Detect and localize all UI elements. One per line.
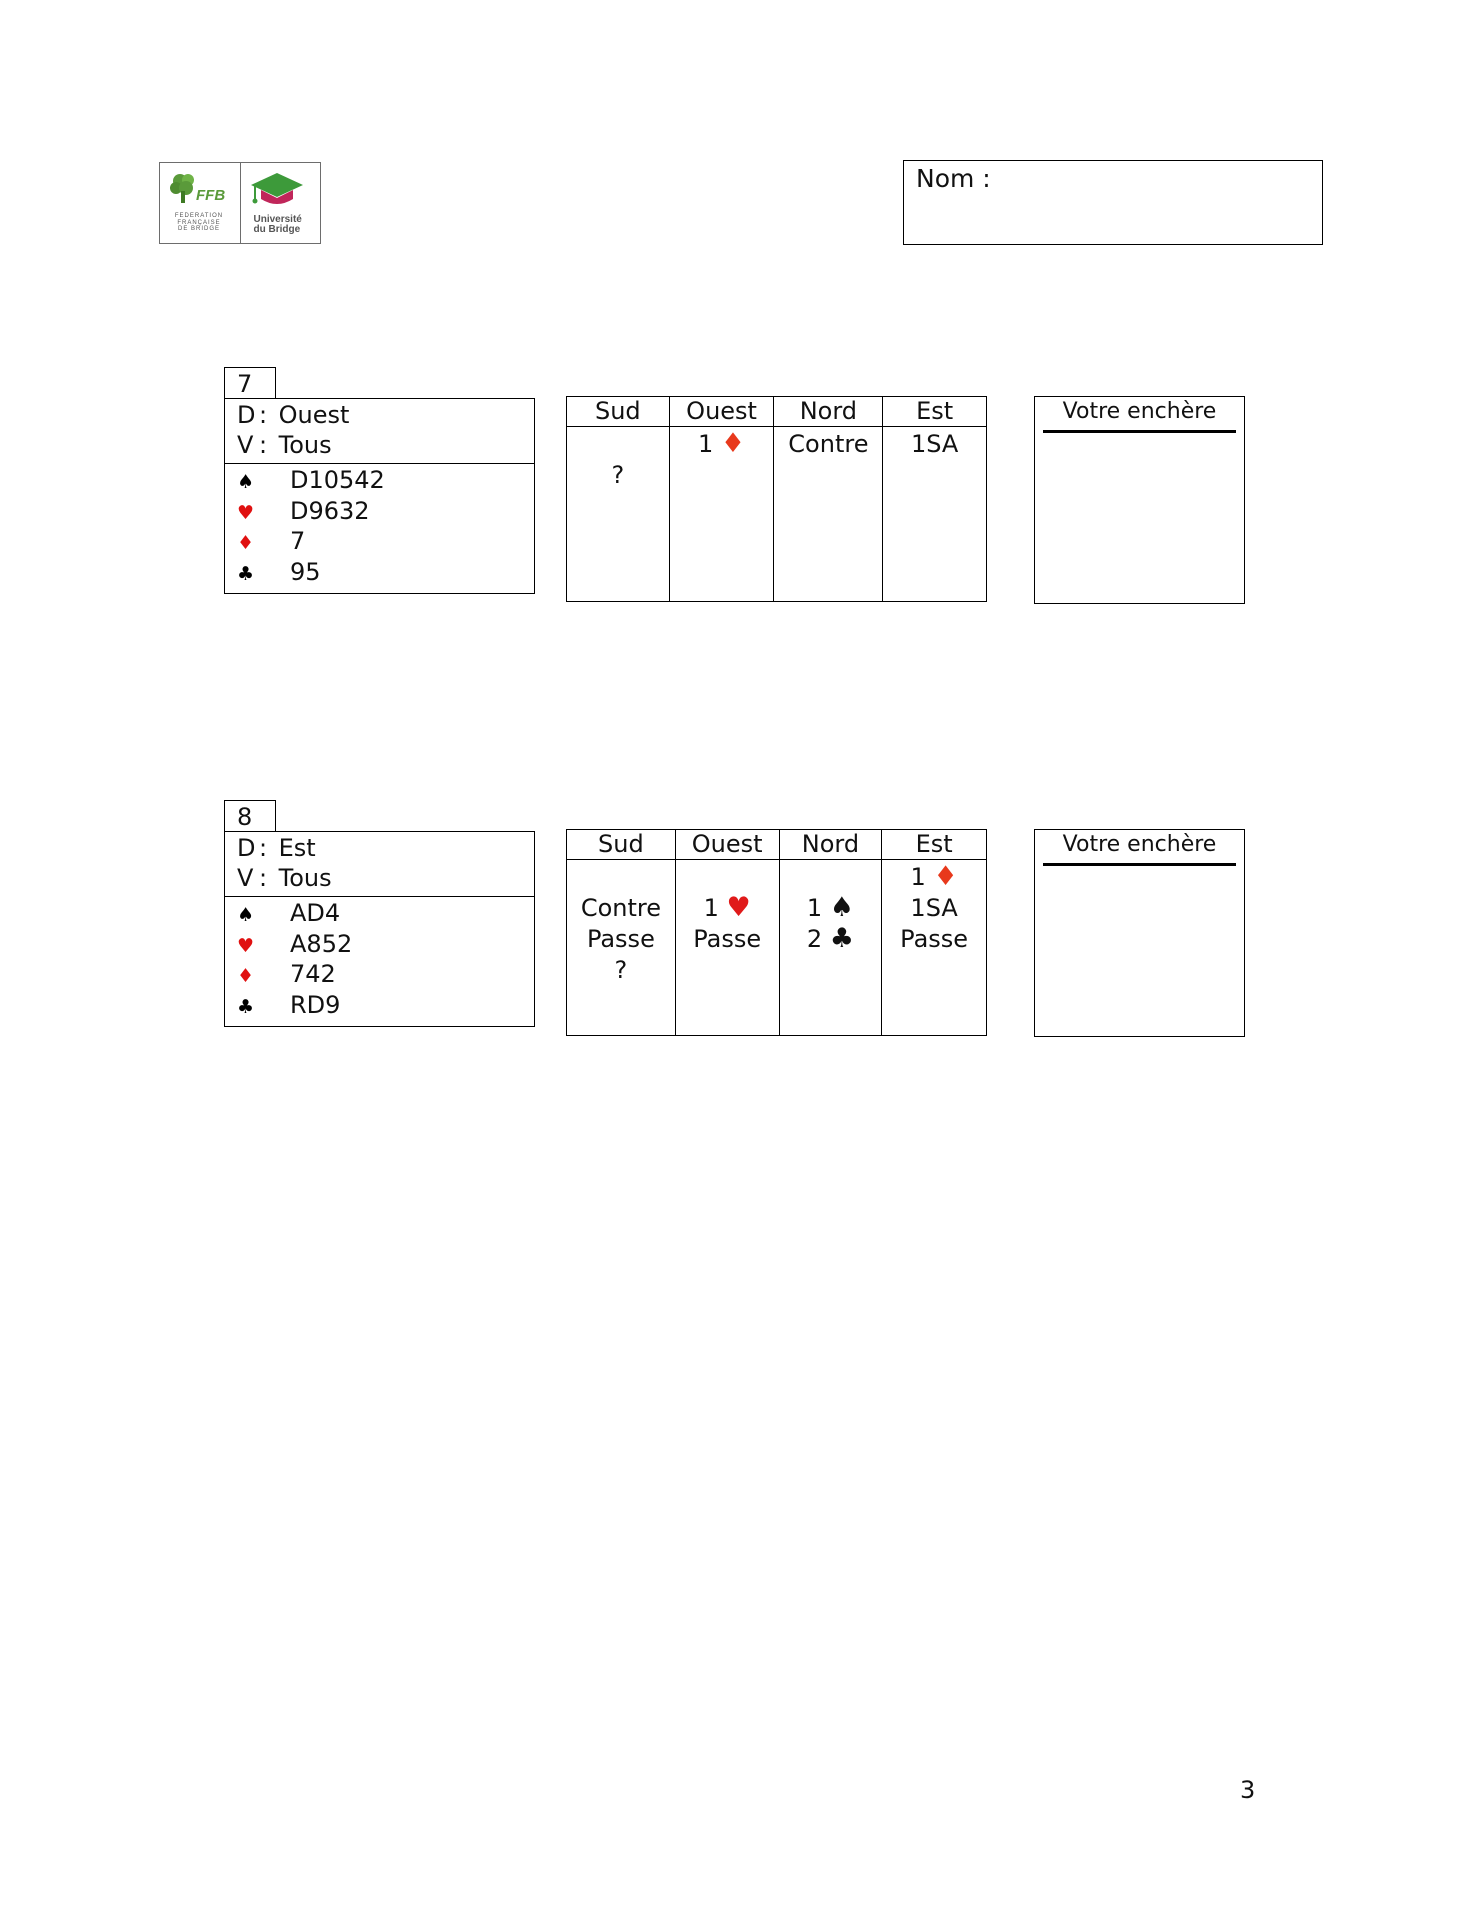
header-est: Est	[882, 830, 987, 860]
diamond-icon: ♦	[237, 532, 255, 554]
header-nord: Nord	[774, 397, 883, 427]
hearts-row: ♥ A852	[237, 929, 534, 960]
vulnerability-value: Tous	[278, 431, 332, 459]
club-icon: ♣	[237, 562, 255, 585]
hearts-row: ♥ D9632	[237, 496, 534, 527]
vulnerability-line: V : Tous	[237, 864, 332, 892]
heart-icon: ♥	[237, 501, 255, 524]
divider	[1043, 430, 1236, 433]
auction-col-sud	[567, 427, 670, 602]
bid-answer-box[interactable]	[1034, 829, 1245, 1037]
deal-info	[225, 832, 534, 897]
hand-box	[224, 831, 535, 1027]
auction-table	[566, 829, 987, 1036]
club-icon: ♣	[829, 923, 854, 954]
spades-row: ♠ D10542	[237, 465, 534, 496]
bid-call: 1 ♦	[698, 428, 746, 459]
diamonds-row: ♦ 742	[237, 959, 534, 990]
diamond-icon: ♦	[720, 428, 746, 459]
divider	[1043, 863, 1236, 866]
header-ouest: Ouest	[669, 397, 774, 427]
federation-text: FEDERATION FRANÇAISE DE BRIDGE	[174, 213, 224, 232]
bid-call: Passe	[900, 925, 969, 953]
diamond-icon: ♦	[933, 861, 958, 892]
header-est: Est	[883, 397, 987, 427]
deal-info	[225, 399, 534, 464]
bid-answer-label: Votre enchère	[1062, 832, 1217, 857]
logo	[159, 162, 321, 244]
name-label: Nom :	[916, 164, 991, 193]
diamond-icon: ♦	[237, 965, 255, 987]
dealer-value: Est	[278, 834, 316, 862]
auction-col-nord	[774, 427, 883, 602]
header-sud: Sud	[567, 830, 676, 860]
spade-icon: ♠	[237, 904, 255, 926]
bid-answer-label: Votre enchère	[1062, 399, 1217, 424]
vulnerability-value: Tous	[278, 864, 332, 892]
deal-number: 7	[224, 367, 276, 400]
auction-table	[566, 396, 987, 602]
hand-box	[224, 398, 535, 594]
dealer-line: D : Est	[237, 834, 316, 862]
spade-icon: ♠	[237, 471, 255, 493]
university-text: Université du Bridge	[253, 214, 302, 235]
header-nord: Nord	[779, 830, 882, 860]
bid-call: Contre	[580, 894, 661, 922]
hand-cards	[225, 464, 534, 593]
auction-col-ouest	[669, 427, 774, 602]
ffb-logo	[160, 163, 241, 243]
spades-row: ♠ AD4	[237, 898, 534, 929]
bid-call: Passe	[693, 925, 762, 953]
bid-answer-box[interactable]	[1034, 396, 1245, 604]
bid-call: 1 ♠	[806, 892, 854, 923]
university-logo	[241, 163, 321, 243]
vulnerability-line: V : Tous	[237, 431, 332, 459]
auction-col-nord	[779, 860, 882, 1036]
bid-call: Contre	[788, 430, 869, 458]
bid-call: 1SA	[910, 430, 959, 458]
bid-call: 1 ♥	[703, 892, 751, 923]
diamonds-row: ♦ 7	[237, 526, 534, 557]
bid-call: 1 ♦	[910, 861, 958, 892]
heart-icon: ♥	[237, 934, 255, 957]
header-ouest: Ouest	[675, 830, 779, 860]
header-sud: Sud	[567, 397, 670, 427]
hand-cards	[225, 897, 534, 1026]
bid-call: Passe	[586, 925, 655, 953]
dealer-value: Ouest	[278, 401, 350, 429]
heart-icon: ♥	[726, 892, 751, 923]
dealer-line: D : Ouest	[237, 401, 350, 429]
spade-icon: ♠	[829, 892, 854, 923]
clubs-row: ♣ RD9	[237, 990, 534, 1021]
auction-col-ouest	[675, 860, 779, 1036]
bid-call: 2 ♣	[806, 923, 854, 954]
page-number: 3	[1240, 1776, 1256, 1804]
auction-col-est	[883, 427, 987, 602]
bid-question: ?	[614, 956, 628, 984]
auction-col-sud	[567, 860, 676, 1036]
auction-col-est	[882, 860, 987, 1036]
bid-question: ?	[611, 461, 625, 489]
clubs-row: ♣ 95	[237, 557, 534, 588]
name-field[interactable]	[903, 160, 1323, 245]
club-icon: ♣	[237, 995, 255, 1018]
bid-call: 1SA	[910, 894, 958, 922]
deal-number: 8	[224, 800, 276, 833]
ffb-brand: FFB	[196, 187, 226, 204]
graduation-cap-icon	[247, 169, 307, 213]
